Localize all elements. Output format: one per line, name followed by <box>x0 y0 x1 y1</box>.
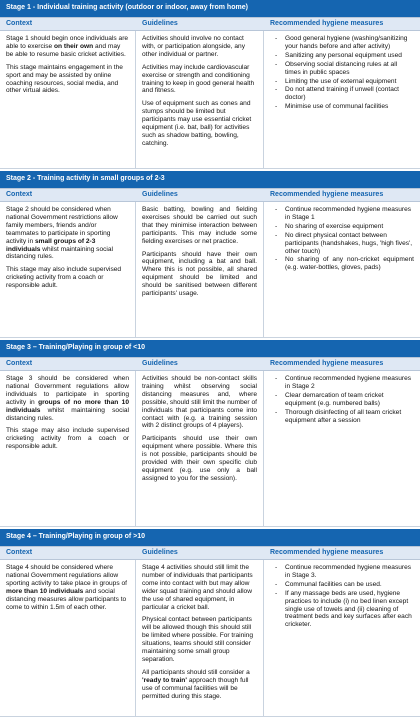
stage-2-header <box>0 171 420 188</box>
stage-2-hygiene <box>264 202 420 337</box>
stage-4-header <box>0 529 420 546</box>
stage-1-row <box>0 31 420 169</box>
stage-4-title: Stage 4 – Training/Playing in group of >10 <box>6 533 146 541</box>
list-item: - Do not attend training if unwell (contact doctor) <box>279 86 414 102</box>
list-item: - Continue recommended hygiene measures in Stage 2 <box>279 375 414 391</box>
column-context: Context <box>6 190 33 198</box>
stage-3-header <box>0 340 420 357</box>
list-item: - Continue recommended hygiene measures in Stage 3. <box>279 564 414 580</box>
stage-2-column-headers <box>0 188 420 202</box>
stage-1-column-headers <box>0 17 420 31</box>
column-hygiene: Recommended hygiene measures <box>270 190 384 198</box>
stage-4-context: Stage 4 should be considered where national Government regulations allow sporting activity to take place in groups of more than 10 individuals and social distancing measures allow participants to come to within 1.5m of each other. <box>0 560 136 716</box>
column-hygiene: Recommended hygiene measures <box>270 548 384 556</box>
list-item: - If any massage beds are used, hygiene practices to include (i) no bed linen except single use of towels and (ii) cleaning of treatment beds and key surfaces after each cricketer. <box>279 590 414 630</box>
column-context: Context <box>6 548 33 556</box>
stage-2-row <box>0 202 420 338</box>
stage-3-guidelines: Activities should be non-contact skills training whilst observing social distancing measures and, where possible, should still limit the number of individuals that participants come into contact with (e.g. a training session with 2 distinct groups of 4 players). Participants should use their own equipment where possible. Where this is not possible, participants should be provided with their own specific club equipment (e.g. use only a ball assigned to you for the session). <box>136 371 264 526</box>
column-hygiene: Recommended hygiene measures <box>270 19 384 27</box>
column-guidelines: Guidelines <box>142 548 178 556</box>
list-item: - Good general hygiene (washing/sanitizing your hands before and after activity) <box>279 35 414 51</box>
column-guidelines: Guidelines <box>142 19 178 27</box>
stage-3-hygiene <box>264 371 420 526</box>
stage-4-guidelines: Stage 4 activities should still limit the number of individuals that participants come into contact with but may allow wider squad training and should allow the use of shared equipment, in particular a cricket ball. Physical contact between participants will be allowed though this should still be limited where possible. For training situations, teams should still consider maintaining some small group separation. All participants should still consider a 'ready to train' approach though full use of communal facilities will be permitted during this stage. <box>136 560 264 716</box>
list-item: - Observing social distancing rules at all times in public spaces <box>279 61 414 77</box>
list-item: - Sanitizing any personal equipment used <box>279 52 414 60</box>
stage-1-title: Stage 1 - Individual training activity (outdoor or indoor, away from home) <box>6 4 248 12</box>
stage-4-column-headers <box>0 546 420 560</box>
list-item: - Clear demarcation of team cricket equipment (e.g. numbered balls) <box>279 392 414 408</box>
list-item: - Thorough disinfecting of all team cricket equipment after a session <box>279 409 414 425</box>
stage-1-guidelines: Activities should involve no contact with, or participation alongside, any other individual or partner. Activities may include cardiovascular exercise or strength and conditioning training to keep in good general health and fitness. Use of equipment such as cones and stumps should be limited but participants may use essential cricket equipment (i.e. bat, ball) for activities such as shadow batting, bowling, catching. <box>136 31 264 168</box>
stage-2-title: Stage 2 - Training activity in small groups of 2-3 <box>6 175 165 183</box>
list-item: - Minimise use of communal facilities <box>279 103 414 111</box>
list-item: - Limiting the use of external equipment <box>279 78 414 86</box>
column-hygiene: Recommended hygiene measures <box>270 359 384 367</box>
stage-3-column-headers <box>0 357 420 371</box>
list-item: - No direct physical contact between participants (handshakes, hugs, 'high fives', other touch) <box>279 232 414 256</box>
column-context: Context <box>6 19 33 27</box>
list-item: - No sharing of any non-cricket equipment (e.g. water-bottles, gloves, pads) <box>279 256 414 272</box>
stage-1-header <box>0 0 420 17</box>
column-context: Context <box>6 359 33 367</box>
list-item: - Communal facilities can be used. <box>279 581 414 589</box>
stage-1-hygiene <box>264 31 420 168</box>
stage-2-context: Stage 2 should be considered when national Government restrictions allow family members, friends and/or teammates to participate in sporting activity in small groups of 2-3 individuals whilst maintaining social distancing rules. This stage may also include supervised cricketing activity from a coach or responsible adult. <box>0 202 136 337</box>
column-guidelines: Guidelines <box>142 190 178 198</box>
stage-1-context: Stage 1 should begin once individuals are able to exercise on their own and may be able to resume basic cricket activities. This stage maintains engagement in the sport and may be assisted by online coaching resources, social media, and other virtual aides. <box>0 31 136 168</box>
list-item: - No sharing of exercise equipment <box>279 223 414 231</box>
stage-4-row <box>0 560 420 717</box>
stage-3-title: Stage 3 – Training/Playing in group of <10 <box>6 344 146 352</box>
column-guidelines: Guidelines <box>142 359 178 367</box>
list-item: - Continue recommended hygiene measures in Stage 1 <box>279 206 414 222</box>
stage-3-row <box>0 371 420 527</box>
stage-3-context: Stage 3 should be considered when national Government regulations allow individuals to participate in sporting activity in groups of no more than 10 individuals whilst maintaining social distancing rules. This stage may also include supervised cricketing activity from a coach or responsible adult. <box>0 371 136 526</box>
stage-2-guidelines: Basic batting, bowling and fielding exercises should be carried out such that they minimise interaction between participants. This may include some fielding exercises or net practice. Participants should have their own equipment, including a bat and ball. Where this is not possible, all shared equipment should be limited and should be sanitised between different participants' usage. <box>136 202 264 337</box>
stage-4-hygiene <box>264 560 420 716</box>
